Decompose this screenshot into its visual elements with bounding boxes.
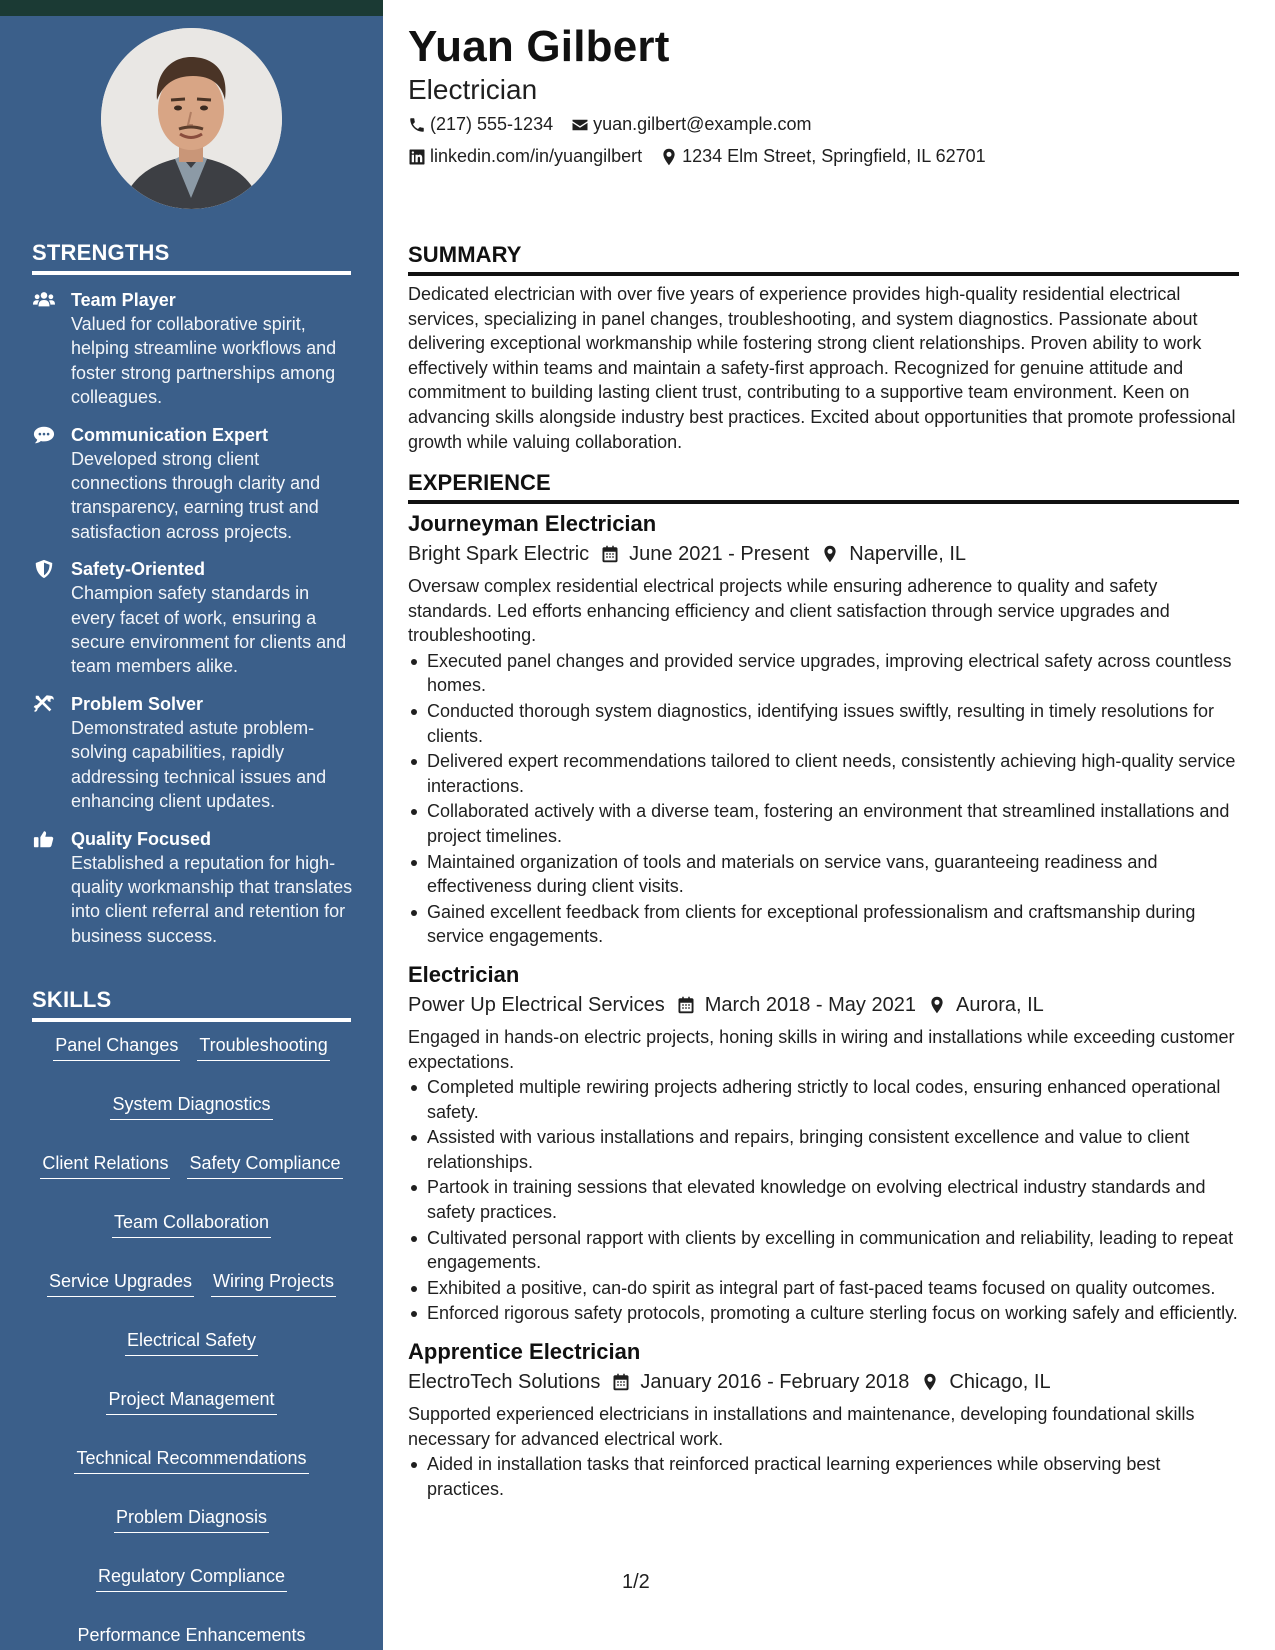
calendar-icon (612, 1373, 630, 1391)
strength-title: Team Player (71, 290, 176, 310)
contact-row (408, 114, 829, 135)
envelope-icon (571, 116, 589, 134)
email-address: yuan.gilbert@example.com (593, 114, 812, 134)
strength-description: Valued for collaborative spirit, helping streamline workflows and foster strong partnerships among colleagues. (71, 314, 337, 408)
job-entry (408, 1338, 1239, 1501)
linkedin-icon (408, 148, 426, 166)
company-name: Power Up Electrical Services (408, 993, 665, 1016)
job-description: Supported experienced electricians in installations and maintenance, developing foundational skills necessary for advanced electrical work. (408, 1404, 1195, 1449)
job-bullet: Cultivated personal rapport with clients by excelling in communication and reliability, leading to repeat engagements. (408, 1226, 1239, 1275)
skill-tag: Performance Enhancements (75, 1624, 307, 1650)
strengths-list (32, 288, 357, 961)
job-dates: June 2021 - Present (629, 543, 810, 565)
thumbs-up-icon (32, 829, 56, 849)
linkedin-url: linkedin.com/in/yuangilbert (430, 146, 643, 166)
tools-icon (32, 694, 56, 714)
skills-heading: SKILLS (32, 987, 351, 1022)
skill-tag: Project Management (106, 1388, 276, 1415)
skill-tag: Service Upgrades (47, 1270, 194, 1297)
map-pin-icon (921, 1373, 939, 1391)
job-description: Oversaw complex residential electrical projects while ensuring adherence to quality and safety standards. Led efforts enhancing efficiency and client satisfaction through service upgrades and troubleshooting. (408, 576, 1170, 646)
strengths-heading: STRENGTHS (32, 240, 351, 275)
strength-description: Developed strong client connections through clarity and transparency, earning trust and satisfaction across projects. (71, 448, 321, 542)
strength-item (32, 423, 357, 545)
job-dates: March 2018 - May 2021 (704, 993, 916, 1016)
strength-title: Quality Focused (71, 828, 212, 849)
street-address: 1234 Elm Street, Springfield, IL 62701 (682, 146, 986, 166)
calendar-icon (677, 996, 695, 1014)
job-bullet: Collaborated actively with a diverse team, fostering an environment that streamlined installations and project timelines. (408, 799, 1239, 848)
skill-tag: Problem Diagnosis (114, 1506, 269, 1533)
job-bullet: Aided in installation tasks that reinforced practical learning experiences while observing best practices. (408, 1452, 1239, 1501)
job-bullet: Delivered expert recommendations tailored to client needs, consistently achieving high-quality service interactions. (408, 749, 1239, 798)
strength-description: Demonstrated astute problem-solving capabilities, rapidly addressing technical issues and enhancing client updates. (71, 717, 327, 812)
sidebar-top-bar (0, 0, 383, 16)
strength-item (32, 692, 357, 814)
strength-title: Communication Expert (71, 424, 269, 445)
strength-description: Champion safety standards in every facet of work, ensuring a secure environment for clients and team members alike. (71, 583, 347, 677)
experience-list (408, 510, 1239, 1513)
strength-title: Safety-Oriented (71, 559, 206, 580)
candidate-name: Yuan Gilbert (408, 22, 670, 71)
sidebar (0, 0, 383, 1650)
contact-row (408, 146, 1004, 167)
map-pin-icon (928, 996, 946, 1014)
job-bullet: Enforced rigorous safety protocols, promoting a culture sterling focus on working safely and efficiently. (408, 1301, 1239, 1326)
skill-tag: Client Relations (40, 1152, 170, 1179)
experience-heading: EXPERIENCE (408, 470, 1239, 504)
skills-list (28, 1034, 355, 1650)
job-description: Engaged in hands-on electric projects, honing skills in wiring and installations while exceeding customer expectations. (408, 1026, 1235, 1072)
phone-icon (408, 116, 426, 134)
job-role: Electrician (408, 74, 538, 105)
avatar (101, 28, 282, 209)
strength-item (32, 827, 357, 949)
job-bullet: Assisted with various installations and repairs, bringing consistent excellence and value to client relationships. (408, 1125, 1239, 1174)
phone-contact (408, 114, 553, 135)
company-name: Bright Spark Electric (408, 543, 590, 565)
job-bullet: Completed multiple rewiring projects adhering strictly to local codes, ensuring enhanced operational safety. (408, 1075, 1239, 1124)
page-number: 1/2 (622, 1571, 650, 1593)
users-icon (32, 290, 56, 310)
skill-tag: Regulatory Compliance (96, 1565, 287, 1592)
job-bullet: Conducted thorough system diagnostics, identifying issues swiftly, resulting in timely resolutions for clients. (408, 699, 1239, 748)
summary-heading: SUMMARY (408, 242, 1239, 276)
map-pin-icon (660, 148, 678, 166)
strength-item (32, 557, 357, 679)
address-contact (660, 146, 986, 167)
company-name: ElectroTech Solutions (408, 1371, 601, 1394)
phone-number: (217) 555-1234 (430, 114, 554, 134)
job-bullet: Gained excellent feedback from clients for exceptional professionalism and craftsmanship during service engagements. (408, 900, 1239, 949)
comment-icon (32, 425, 56, 445)
job-bullet: Executed panel changes and provided service upgrades, improving electrical safety across countless homes. (408, 649, 1239, 698)
job-bullet: Partook in training sessions that elevated knowledge on evolving electrical industry standards and safety practices. (408, 1175, 1239, 1224)
skill-tag: Electrical Safety (125, 1329, 258, 1356)
skill-tag: Team Collaboration (112, 1211, 271, 1238)
job-meta (408, 541, 1239, 567)
job-bullets (408, 1075, 1239, 1326)
job-title: Apprentice Electrician (408, 1339, 641, 1365)
strength-item (32, 288, 357, 410)
profile-photo (101, 28, 282, 209)
summary-text: Dedicated electrician with over five years of experience provides high-quality residential electrical services, specializing in panel changes, troubleshooting, and system diagnostics. Passionate about delivering exceptional workmanship while fostering strong client relationships. Proven ability to work effectively within teams and maintain a safety-first approach. Recognized for genuine attitude and commitment to building lasting client trust, contributing to a supportive team environment. Keen on advancing skills alongside industry best practices. Excited about opportunities that promote professional growth while valuing collaboration. (408, 284, 1236, 452)
skill-tag: Wiring Projects (211, 1270, 336, 1297)
job-entry (408, 510, 1239, 949)
shield-icon (32, 559, 56, 579)
job-location: Chicago, IL (949, 1371, 1051, 1394)
strength-title: Problem Solver (71, 693, 204, 714)
job-title: Journeyman Electrician (408, 511, 657, 536)
job-location: Aurora, IL (955, 993, 1044, 1016)
job-location: Naperville, IL (849, 543, 967, 565)
skill-tag: Panel Changes (53, 1034, 180, 1061)
linkedin-contact (408, 146, 642, 167)
skill-tag: Troubleshooting (197, 1034, 329, 1061)
job-meta (408, 1369, 1239, 1395)
strength-description: Established a reputation for high-quality workmanship that translates into client referral and retention for business success. (71, 852, 353, 946)
job-bullet: Exhibited a positive, can-do spirit as integral part of fast-paced teams focused on quality outcomes. (408, 1276, 1239, 1301)
job-bullets (408, 1452, 1239, 1501)
job-meta (408, 992, 1239, 1018)
skill-tag: Technical Recommendations (74, 1447, 308, 1474)
email-contact (571, 114, 811, 135)
calendar-icon (601, 545, 619, 563)
skill-tag: Safety Compliance (187, 1152, 342, 1179)
job-dates: January 2016 - February 2018 (640, 1371, 910, 1394)
map-pin-icon (821, 545, 839, 563)
job-title: Electrician (408, 961, 520, 987)
skill-tag: System Diagnostics (110, 1093, 272, 1120)
job-bullets (408, 649, 1239, 949)
job-bullet: Maintained organization of tools and materials on service vans, guaranteeing readiness and effectiveness during client visits. (408, 850, 1239, 899)
job-entry (408, 961, 1239, 1326)
